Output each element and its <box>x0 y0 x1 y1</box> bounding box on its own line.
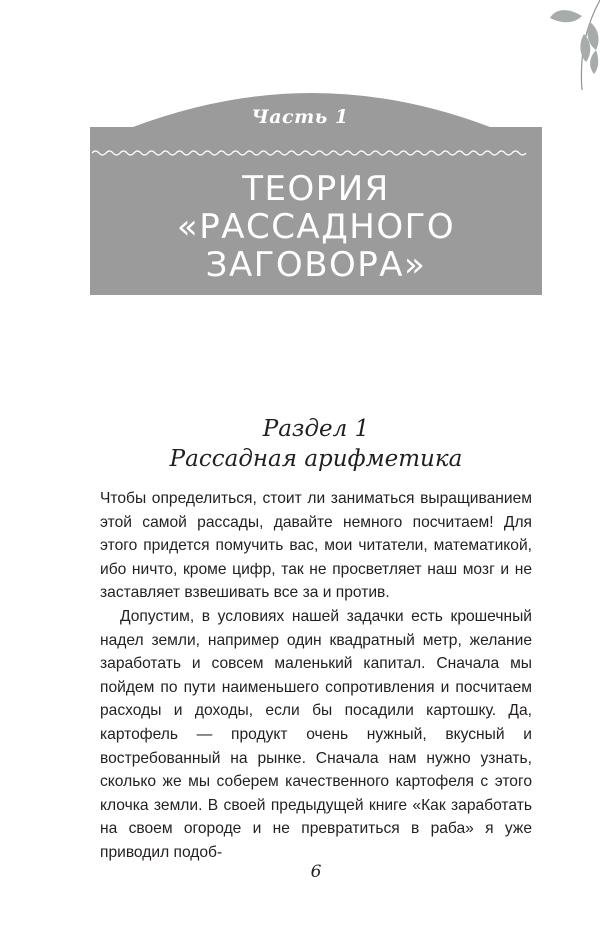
paragraph-1: Чтобы определиться, стоит ли заниматься выращиванием этой самой рассады, давайте немного посчитаем! Для этого придется помучить вас, мои читатели, математикой, ибо ничто, кроме цифр, так не просветляет наш мозг и не заставляет взвешивать все за и против. <box>100 490 532 602</box>
chapter-title-line-3: ЗАГОВОРА» <box>205 245 427 285</box>
paragraph-2: Допустим, в условиях нашей задачки есть крошечный надел земли, например один квадратный метр, желание заработать и совсем маленький капитал. Сначала мы пойдем по пути наименьшего сопротивления и посчитаем расходы и доходы, если бы посадили картошку. Да, картофель — продукт очень нужный, вкусный и востребованный на рынке. Сначала нам нужно узнать, сколько же мы соберем качественного картофеля с этого клочка земли. В своей предыдущей книге «Как заработать на своем огороде и не превратиться в раба» я уже приводил подоб- <box>100 607 532 861</box>
part-label: Часть 1 <box>251 106 349 128</box>
body-text <box>100 487 532 865</box>
section-title: Рассадная арифметика <box>169 446 463 472</box>
chapter-title-line-2: «РАССАДНОГО <box>176 207 456 247</box>
section-heading <box>0 414 600 474</box>
chapter-title-line-1: ТЕОРИЯ <box>242 169 390 209</box>
chapter-title <box>90 170 542 284</box>
page-number: 6 <box>310 862 322 882</box>
section-number: Раздел 1 <box>262 416 370 442</box>
